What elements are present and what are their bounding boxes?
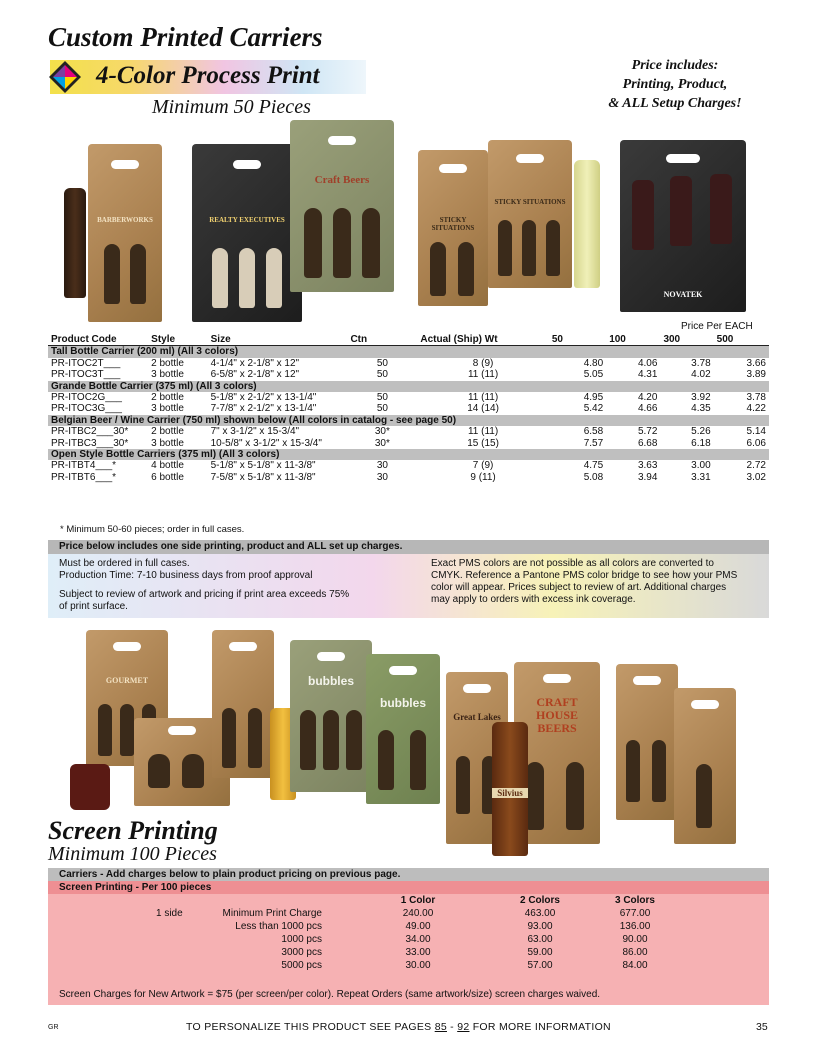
color-column-header: 2 Colors	[519, 895, 560, 906]
footer-code: GR	[48, 1024, 59, 1031]
footer-text-start: TO PERSONALIZE THIS PRODUCT SEE PAGES	[186, 1021, 435, 1033]
table-group-row	[48, 346, 769, 358]
info-left-line: Production Time: 7-10 business days from proof approval	[59, 570, 313, 581]
table-row	[48, 403, 769, 414]
color-column-header: 3 Colors	[614, 895, 655, 906]
info-left-line: Must be ordered in full cases.	[59, 558, 190, 569]
screen-printing-title: Screen Printing	[48, 816, 218, 845]
info-left-line: of print surface.	[59, 601, 128, 612]
carrier-image	[88, 144, 162, 322]
table-cell: PR-ITBT4___*	[51, 460, 117, 472]
table-cell: 50	[376, 392, 388, 404]
table-cell: 3.92	[691, 392, 711, 404]
carrier-logo: BARBERWORKS	[97, 216, 153, 224]
price-includes-line: Price includes:	[631, 58, 719, 73]
carrier-logo: STICKY SITUATIONS	[494, 198, 566, 206]
table-row	[48, 438, 769, 449]
page-link[interactable]: 85	[434, 1021, 447, 1033]
table-cell: 8 (9)	[472, 357, 494, 369]
screen-row-label: Less than 1000 pcs	[235, 921, 322, 932]
cmyk-diamond-icon	[48, 60, 82, 94]
table-cell: 5-1/8" x 5-1/8" x 11-3/8"	[210, 460, 316, 472]
footer-text: TO PERSONALIZE THIS PRODUCT SEE PAGES 85 - 92 FOR MORE INFORMATION	[186, 1021, 611, 1033]
table-cell: 7 (9)	[472, 460, 494, 472]
table-cell: 4.20	[637, 392, 658, 404]
table-cell: 2.72	[746, 460, 766, 472]
table-cell: 11 (11)	[467, 369, 499, 381]
carrier-price-table	[48, 334, 769, 483]
info-right-line: CMYK. Reference a Pantone PMS color bridge to see how your PMS	[431, 570, 738, 581]
carrier-image	[616, 664, 678, 820]
price-includes-note	[580, 56, 770, 113]
page-number: 35	[756, 1021, 768, 1033]
pricing-info-box	[48, 540, 769, 618]
table-cell: 5.26	[691, 426, 711, 438]
screen-price-cell: 63.00	[527, 934, 553, 945]
carrier-image	[366, 654, 440, 804]
table-cell: 5.72	[637, 426, 658, 438]
top-product-photo	[60, 118, 760, 326]
screen-price-cell: 463.00	[524, 908, 556, 919]
screen-minimum-label: Minimum 100 Pieces	[48, 843, 217, 865]
table-cell: 5.14	[746, 426, 766, 438]
table-cell: PR-ITOC2T___	[51, 357, 121, 369]
table-cell: 50	[376, 369, 388, 381]
side-label: 1 side	[156, 908, 183, 919]
carrier-image	[290, 120, 394, 292]
table-cell: 50	[376, 357, 388, 369]
table-cell: 4.31	[637, 369, 658, 381]
table-cell: 4.95	[583, 392, 604, 404]
table-cell: 4.75	[583, 460, 604, 472]
screen-row-label: 5000 pcs	[281, 960, 322, 971]
table-cell: 3.78	[746, 392, 766, 404]
table-cell: 30	[376, 460, 388, 472]
minimum-label: Minimum 50 Pieces	[152, 96, 311, 118]
table-cell: 9 (11)	[470, 471, 496, 483]
table-cell: 3 bottle	[151, 403, 184, 415]
table-cell: 7.57	[583, 437, 604, 449]
table-cell: 5.05	[583, 369, 604, 381]
carrier-logo: GOURMET	[105, 676, 149, 685]
table-cell: 2 bottle	[151, 392, 184, 404]
table-row	[48, 369, 769, 380]
column-header: Style	[148, 334, 207, 346]
screen-price-cell: 33.00	[405, 947, 431, 958]
bottle-label: Silvius	[492, 788, 528, 798]
screen-heading: Carriers - Add charges below to plain product pricing on previous page.	[48, 868, 769, 881]
table-cell: 4.80	[583, 357, 604, 369]
table-cell: 3.78	[691, 357, 711, 369]
group-title: Grande Bottle Carrier (375 ml) (All 3 colors)	[48, 381, 769, 392]
screen-row-label: Minimum Print Charge	[222, 908, 322, 919]
price-includes-line: Printing, Product,	[622, 77, 728, 92]
table-cell: 4 bottle	[151, 460, 184, 472]
carrier-image	[212, 630, 274, 778]
carrier-logo: NOVATEK	[663, 290, 703, 299]
carrier-image	[192, 144, 302, 322]
table-cell: 4-1/4" x 2-1/8" x 12"	[210, 357, 300, 369]
carrier-logo: REALTY EXECUTIVES	[209, 216, 285, 224]
table-cell: PR-ITBC2___30*	[51, 426, 129, 438]
table-cell: 11 (11)	[467, 392, 499, 404]
group-title: Belgian Beer / Wine Carrier (750 ml) shown below (All colors in catalog - see page 50)	[48, 415, 769, 426]
table-cell: 6.18	[691, 437, 711, 449]
table-cell: 4.35	[691, 403, 711, 415]
screen-price-cell: 93.00	[527, 921, 553, 932]
screen-price-cell: 90.00	[622, 934, 648, 945]
jar-image	[70, 764, 110, 810]
column-header: Ctn	[347, 334, 417, 346]
screen-row-label: 3000 pcs	[281, 947, 322, 958]
table-cell: 6 bottle	[151, 471, 184, 483]
table-cell: 3 bottle	[151, 437, 184, 449]
table-cell: 7-7/8" x 2-1/2" x 13-1/4"	[210, 403, 317, 415]
table-cell: 4.02	[691, 369, 711, 381]
table-cell: 6-5/8" x 2-1/8" x 12"	[210, 369, 300, 381]
column-header: 500	[714, 334, 769, 346]
screen-row-label: 1000 pcs	[281, 934, 322, 945]
table-cell: 30*	[374, 426, 390, 438]
table-cell: 5-1/8" x 2-1/2" x 13-1/4"	[210, 392, 317, 404]
table-cell: 3.94	[637, 471, 658, 483]
group-title: Tall Bottle Carrier (200 ml) (All 3 colors)	[48, 346, 769, 358]
carrier-image	[418, 150, 488, 306]
screen-price-cell: 34.00	[405, 934, 431, 945]
table-cell: 2 bottle	[151, 357, 184, 369]
column-header: 300	[660, 334, 713, 346]
price-per-each-label: Price Per EACH	[681, 321, 753, 332]
table-cell: PR-ITOC2G___	[51, 392, 122, 404]
table-cell: 14 (14)	[467, 403, 499, 415]
wine-bottle-image	[574, 160, 600, 288]
table-cell: 3 bottle	[151, 369, 184, 381]
table-cell: 6.68	[637, 437, 658, 449]
table-footnote: * Minimum 50-60 pieces; order in full cases.	[60, 524, 245, 535]
table-cell: 10-5/8" x 3-1/2" x 15-3/4"	[210, 437, 322, 449]
table-cell: 3.02	[746, 471, 766, 483]
group-title: Open Style Bottle Carriers (375 ml) (All 3 colors)	[48, 449, 769, 460]
carrier-logo: STICKY SITUATIONS	[431, 216, 475, 232]
table-cell: 4.22	[746, 403, 766, 415]
table-row	[48, 392, 769, 403]
table-cell: 3.31	[691, 471, 711, 483]
table-cell: 50	[376, 403, 388, 415]
screen-price-cell: 677.00	[619, 908, 651, 919]
column-header: 100	[606, 334, 660, 346]
table-cell: PR-ITBT6___*	[51, 471, 117, 483]
table-cell: 3.66	[746, 357, 766, 369]
carrier-image	[620, 140, 746, 312]
table-cell: 15 (15)	[467, 437, 499, 449]
screen-price-cell: 59.00	[527, 947, 553, 958]
table-cell: 6.58	[583, 426, 604, 438]
screen-price-cell: 86.00	[622, 947, 648, 958]
footer-text-end: FOR MORE INFORMATION	[469, 1021, 611, 1033]
table-cell: 7" x 3-1/2" x 15-3/4"	[210, 426, 300, 438]
table-cell: 3.00	[691, 460, 711, 472]
screen-price-cell: 240.00	[402, 908, 434, 919]
beer-bottle-image	[64, 188, 86, 298]
table-row	[48, 426, 769, 437]
table-cell: 5.08	[583, 471, 604, 483]
column-header: Size	[208, 334, 348, 346]
carrier-image	[488, 140, 572, 288]
table-cell: 30	[376, 471, 388, 483]
table-cell: 7-5/8" x 5-1/8" x 11-3/8"	[210, 471, 316, 483]
column-header: 50	[549, 334, 606, 346]
screen-price-cell: 84.00	[622, 960, 648, 971]
screen-charges-note: Screen Charges for New Artwork = $75 (per screen/per color). Repeat Orders (same artwork/size) screen charges waived.	[59, 989, 601, 1000]
price-includes-line: & ALL Setup Charges!	[608, 96, 742, 111]
screen-subheading: Screen Printing - Per 100 pieces	[48, 881, 769, 894]
screen-price-cell: 49.00	[405, 921, 431, 932]
info-right-line: color will appear. Prices subject to review of art. Additional charges	[431, 582, 727, 593]
table-cell: 6.06	[746, 437, 766, 449]
page-link[interactable]: 92	[457, 1021, 470, 1033]
info-heading: Price below includes one side printing, product and ALL set up charges.	[48, 540, 769, 554]
table-group-row	[48, 381, 769, 392]
table-cell: PR-ITBC3___30*	[51, 437, 129, 449]
table-cell: 11 (11)	[467, 426, 499, 438]
table-cell: PR-ITOC3T___	[51, 369, 121, 381]
screen-price-cell: 57.00	[527, 960, 553, 971]
table-cell: 4.06	[637, 357, 658, 369]
info-right-line: may apply to orders with excess ink coverage.	[431, 594, 636, 605]
table-cell: 4.66	[637, 403, 658, 415]
process-print-banner	[50, 60, 366, 94]
carrier-logo: CRAFT HOUSE BEERS	[535, 695, 578, 735]
carrier-image	[290, 640, 372, 792]
table-cell: 2 bottle	[151, 426, 184, 438]
banner-title: 4-Color Process Print	[96, 62, 320, 89]
table-group-row	[48, 449, 769, 460]
carrier-logo: bubbles	[379, 696, 426, 710]
column-header: Product Code	[48, 334, 148, 346]
carrier-logo: bubbles	[307, 674, 354, 688]
table-cell: 5.42	[583, 403, 604, 415]
table-row	[48, 460, 769, 471]
carrier-image	[674, 688, 736, 844]
table-cell: 30*	[374, 437, 390, 449]
table-cell: 3.63	[637, 460, 658, 472]
table-row	[48, 472, 769, 483]
info-right-line: Exact PMS colors are not possible as all colors are converted to	[431, 558, 714, 569]
table-header-row	[48, 334, 769, 346]
carrier-logo: Great Lakes	[453, 712, 501, 722]
screen-printing-table	[48, 868, 769, 1005]
page-title: Custom Printed Carriers	[48, 22, 323, 52]
color-column-header: 1 Color	[400, 895, 436, 906]
screen-price-cell: 30.00	[405, 960, 431, 971]
column-header: Actual (Ship) Wt	[417, 334, 548, 346]
beer-bottle-image	[492, 722, 528, 856]
table-cell: 3.89	[746, 369, 766, 381]
table-cell: PR-ITOC3G___	[51, 403, 122, 415]
table-row	[48, 358, 769, 369]
screen-price-cell: 136.00	[619, 921, 651, 932]
info-left-line: Subject to review of artwork and pricing if print area exceeds 75%	[59, 589, 350, 600]
carrier-logo: Craft Beers	[314, 174, 370, 186]
table-group-row	[48, 415, 769, 426]
